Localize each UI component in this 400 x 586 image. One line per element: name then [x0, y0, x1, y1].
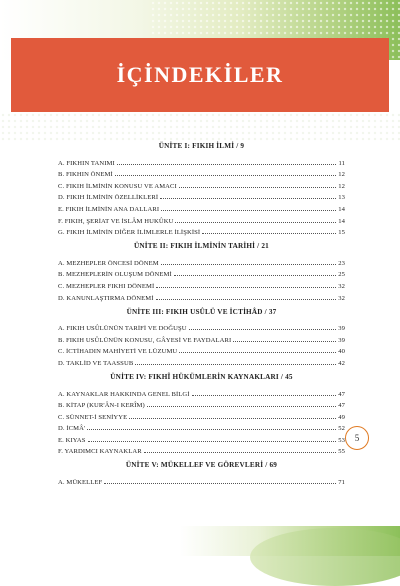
toc-entry-label: A. MEZHEPLER ÖNCESİ DÖNEM	[58, 259, 159, 267]
dot-leader	[179, 187, 336, 188]
toc-entry-label: E. FIKIH İLMİNİN ANA DALLARI	[58, 205, 160, 213]
toc-unit	[58, 373, 345, 456]
dot-leader	[117, 164, 337, 165]
toc-entry	[58, 421, 345, 433]
toc-entry-label: A. FIKHIN TANIMI	[58, 159, 115, 167]
toc-entry	[58, 355, 345, 367]
unit-title: ÜNİTE IV: FIKHÎ HÜKÜMLERİN KAYNAKLARI / 45	[110, 372, 293, 381]
toc-entry-page: 32	[338, 282, 345, 290]
dot-leader	[175, 222, 336, 223]
toc-entry	[58, 167, 345, 179]
dot-leader	[147, 406, 336, 407]
bottom-curve-decoration	[250, 528, 400, 586]
toc-entry	[58, 290, 345, 302]
toc-entry	[58, 255, 345, 267]
page-number: 5	[354, 433, 360, 443]
toc-entry-label: D. TAKLİD VE TAASSUB	[58, 359, 134, 367]
dot-leader	[189, 329, 337, 330]
toc-entry	[58, 474, 345, 486]
toc-entry-label: B. KİTAP (KUR'ÂN-I KERÎM)	[58, 402, 145, 410]
toc-entry-label: F. YARDIMCI KAYNAKLAR	[58, 448, 142, 456]
toc-entry-label: G. FIKIH İLMİNİN DİĞER İLİMLERLE İLİŞKİSİ	[58, 229, 201, 237]
toc-entry-label: B. FIKHIN ÖNEMİ	[58, 171, 113, 179]
toc-entry-label: E. KIYAS	[58, 436, 86, 444]
page-number-badge	[345, 426, 369, 450]
toc-unit	[58, 242, 345, 301]
toc-entry-label: A. FIKIH USÛLÜNÜN TARİFİ VE DOĞUŞU	[58, 325, 187, 333]
unit-title: ÜNİTE V: MÜKELLEF VE GÖREVLERİ / 69	[125, 461, 278, 470]
toc-entry-label: A. KAYNAKLAR HAKKINDA GENEL BİLGİ	[58, 390, 190, 398]
dot-leader	[156, 299, 337, 300]
toc-entry-label: C. FIKIH İLMİNİN KONUSU VE AMACI	[58, 182, 177, 190]
toc-entry	[58, 386, 345, 398]
toc-entry-label: D. İCMÂ'	[58, 425, 86, 433]
dot-leader	[135, 364, 336, 365]
unit-title: ÜNİTE III: FIKIH USÛLÜ VE İCTİHÂD / 37	[126, 307, 277, 316]
toc-entry-page: 40	[338, 348, 345, 356]
toc-entry-label: D. KANUNLAŞTIRMA DÖNEMİ	[58, 294, 154, 302]
toc-unit	[58, 461, 345, 486]
toc-entry-page: 12	[338, 171, 345, 179]
dot-leader	[104, 483, 336, 484]
toc-entry-label: B. MEZHEPLERİN OLUŞUM DÖNEMİ	[58, 271, 172, 279]
dot-leader	[179, 352, 336, 353]
dot-leader	[161, 210, 336, 211]
toc-entry-page: 42	[338, 359, 345, 367]
dot-leader	[87, 429, 336, 430]
toc-entry-page: 47	[338, 390, 345, 398]
toc-entry-page: 55	[338, 448, 345, 456]
dot-leader	[160, 198, 336, 199]
dot-leader	[156, 287, 336, 288]
table-of-contents	[58, 142, 345, 492]
toc-entry-label: C. İCTİHADIN MAHİYETİ VE LÜZUMU	[58, 348, 178, 356]
dot-leader	[88, 441, 337, 442]
toc-entry-page: 53	[338, 436, 345, 444]
toc-entry	[58, 409, 345, 421]
title-banner	[11, 38, 389, 112]
toc-entry	[58, 190, 345, 202]
toc-entry-page: 39	[338, 325, 345, 333]
toc-entry-label: C. MEZHEPLER FIKHI DÖNEMİ	[58, 282, 155, 290]
toc-entry	[58, 321, 345, 333]
toc-entry-label: F. FIKIH, ŞERİAT VE İSLÂM HUKÛKU	[58, 217, 174, 225]
toc-entry-label: C. SÜNNET-İ SENİYYE	[58, 413, 128, 421]
toc-entry	[58, 213, 345, 225]
toc-entry-label: D. FIKIH İLMİNİN ÖZELLİKLERİ	[58, 194, 159, 202]
toc-entry-page: 14	[338, 217, 345, 225]
toc-entry-page: 15	[338, 229, 345, 237]
unit-title: ÜNİTE I: FIKIH İLMİ / 9	[158, 142, 245, 150]
dot-leader	[192, 395, 337, 396]
toc-entry-page: 47	[338, 402, 345, 410]
toc-entry-page: 13	[338, 194, 345, 202]
page-title: İÇİNDEKİLER	[116, 62, 284, 87]
toc-entry	[58, 178, 345, 190]
dot-leader	[129, 418, 336, 419]
toc-entry	[58, 432, 345, 444]
toc-entry-page: 14	[338, 205, 345, 213]
banner-dot-pattern	[0, 112, 400, 142]
toc-entry-page: 71	[338, 479, 345, 487]
dot-leader	[174, 275, 336, 276]
toc-unit	[58, 142, 345, 236]
toc-entry-page: 23	[338, 259, 345, 267]
toc-entry-page: 49	[338, 413, 345, 421]
toc-entry	[58, 155, 345, 167]
toc-entry	[58, 267, 345, 279]
toc-entry-page: 32	[338, 294, 345, 302]
toc-entry-label: B. FIKIH USÛLÜNÜN KONUSU, GÂYESİ VE FAYDALARI	[58, 336, 232, 344]
toc-entry	[58, 444, 345, 456]
toc-entry-label: A. MÜKELLEF	[58, 479, 103, 487]
toc-entry	[58, 201, 345, 213]
toc-unit	[58, 308, 345, 367]
dot-leader	[202, 233, 336, 234]
unit-title: ÜNİTE II: FIKIH İLMİNİN TARİHİ / 21	[134, 242, 269, 251]
toc-entry	[58, 278, 345, 290]
dot-leader	[161, 264, 337, 265]
toc-entry	[58, 344, 345, 356]
toc-entry-page: 12	[338, 182, 345, 190]
toc-entry-page: 52	[338, 425, 345, 433]
dot-leader	[144, 452, 337, 453]
toc-entry-page: 25	[338, 271, 345, 279]
toc-entry	[58, 225, 345, 237]
dot-leader	[233, 341, 336, 342]
toc-entry-page: 39	[338, 336, 345, 344]
toc-entry	[58, 332, 345, 344]
dot-leader	[115, 175, 336, 176]
toc-entry-page: 11	[338, 159, 345, 167]
toc-entry	[58, 398, 345, 410]
